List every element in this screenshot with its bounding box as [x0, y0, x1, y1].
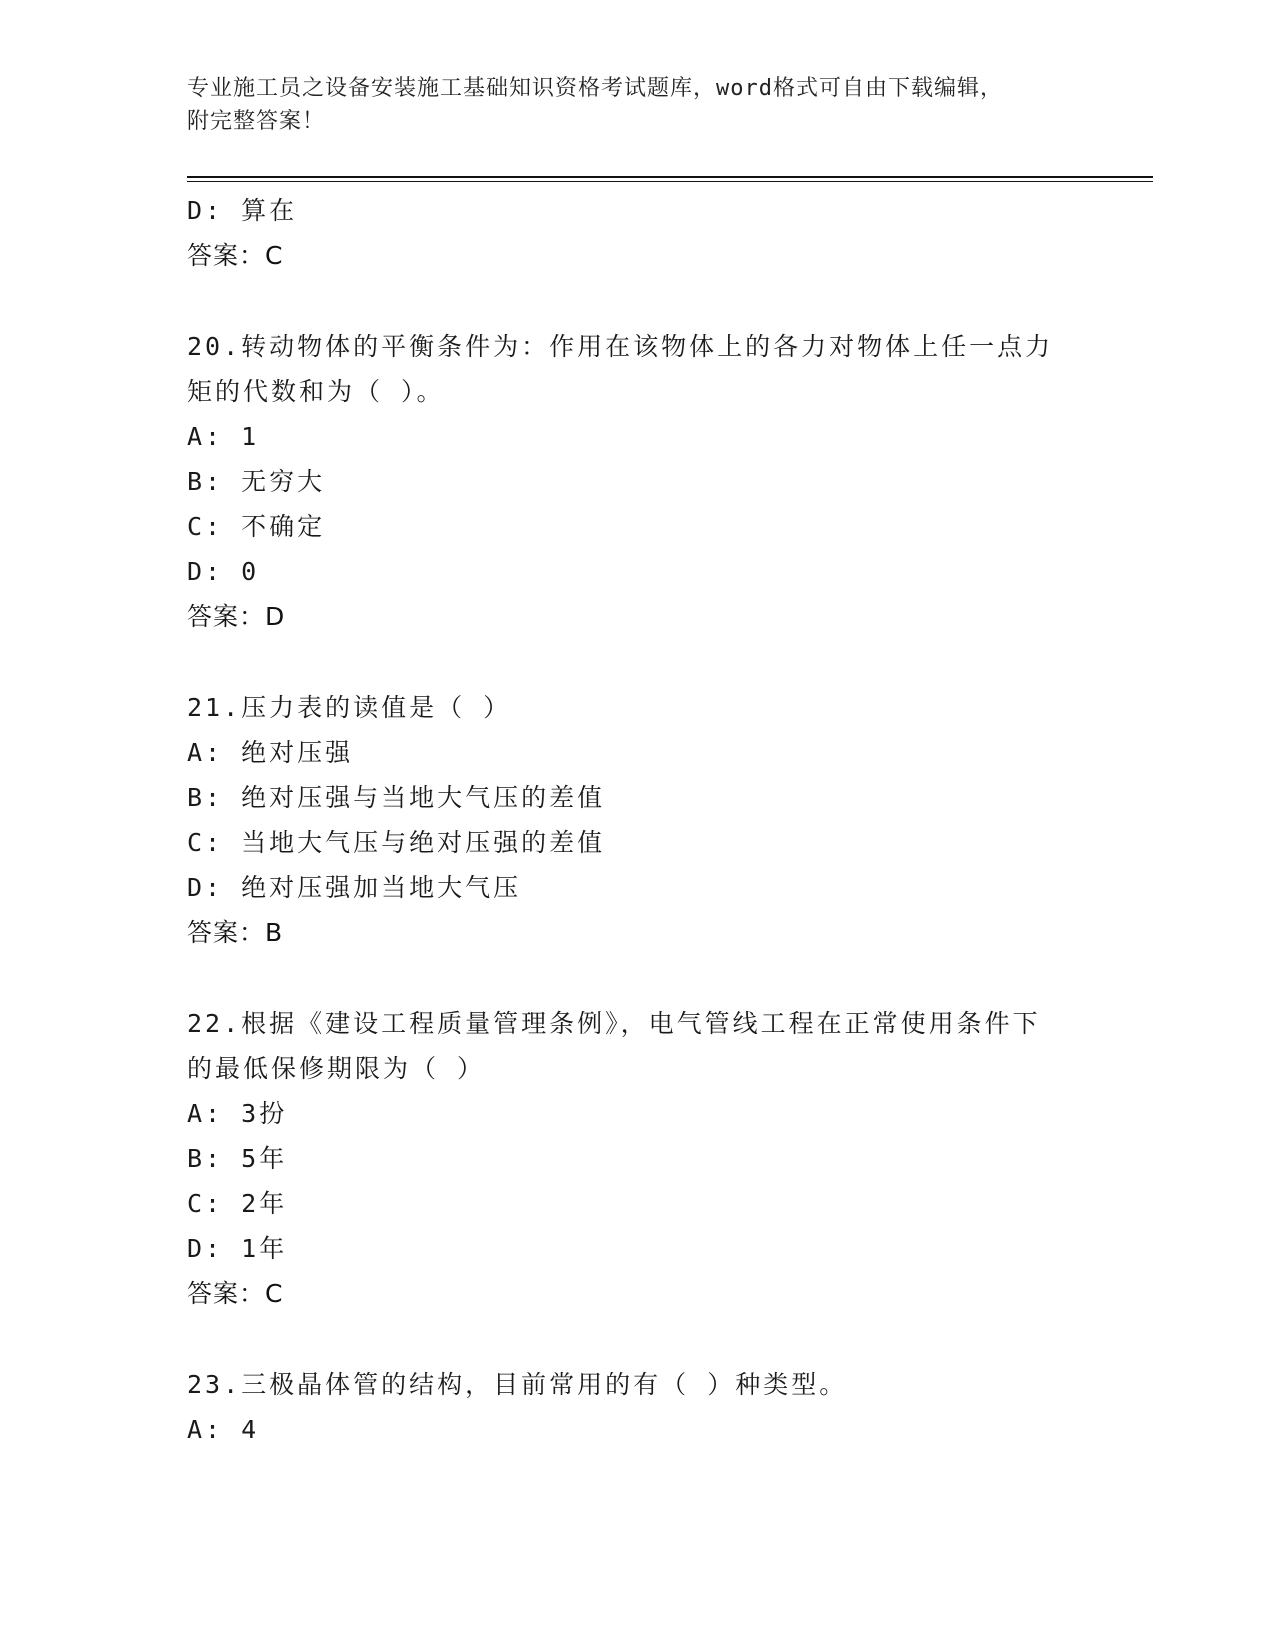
- document-header: [187, 72, 1067, 138]
- spacer: [187, 278, 1087, 324]
- option-b: B: 无穷大: [187, 467, 326, 496]
- question-22: [187, 1001, 1087, 1316]
- option-d: D: 算在: [187, 196, 298, 225]
- answer-line: 答案：C: [187, 241, 284, 270]
- question-stem-cont: 矩的代数和为（ ）。: [187, 377, 445, 406]
- question-stem-cont: 的最低保修期限为（ ）: [187, 1054, 486, 1083]
- spacer: [187, 955, 1087, 1001]
- spacer: [187, 1316, 1087, 1362]
- option-d: D: 绝对压强加当地大气压: [187, 873, 522, 902]
- option-b: B: 5年: [187, 1144, 288, 1173]
- question-stem: 22.根据《建设工程质量管理条例》，电气管线工程在正常使用条件下: [187, 1009, 1041, 1038]
- option-c: C: 当地大气压与绝对压强的差值: [187, 828, 606, 857]
- option-c: C: 不确定: [187, 512, 326, 541]
- option-a: A: 绝对压强: [187, 738, 354, 767]
- answer-line: 答案：C: [187, 1279, 284, 1308]
- option-a: A: 3扮: [187, 1099, 288, 1128]
- option-d: D: 1年: [187, 1234, 288, 1263]
- question-list: [187, 188, 1087, 1452]
- answer-line: 答案：D: [187, 602, 286, 631]
- question-23: [187, 1362, 1087, 1452]
- option-a: A: 4: [187, 1415, 260, 1444]
- option-a: A: 1: [187, 422, 260, 451]
- question-21: [187, 685, 1087, 955]
- option-c: C: 2年: [187, 1189, 288, 1218]
- spacer: [187, 639, 1087, 685]
- question-stem: 20.转动物体的平衡条件为：作用在该物体上的各力对物体上任一点力: [187, 332, 1054, 361]
- header-line-2: 附完整答案！: [187, 109, 326, 134]
- question-stem: 21.压力表的读值是（ ）: [187, 693, 512, 722]
- question-20: [187, 324, 1087, 639]
- header-divider-thick: [187, 176, 1153, 178]
- header-divider-thin: [187, 181, 1153, 182]
- option-d: D: 0: [187, 557, 260, 586]
- header-line-1: 专业施工员之设备安装施工基础知识资格考试题库，word格式可自由下载编辑，: [187, 76, 1003, 101]
- option-b: B: 绝对压强与当地大气压的差值: [187, 783, 606, 812]
- answer-line: 答案：B: [187, 918, 284, 947]
- question-stem: 23.三极晶体管的结构，目前常用的有（ ）种类型。: [187, 1370, 848, 1399]
